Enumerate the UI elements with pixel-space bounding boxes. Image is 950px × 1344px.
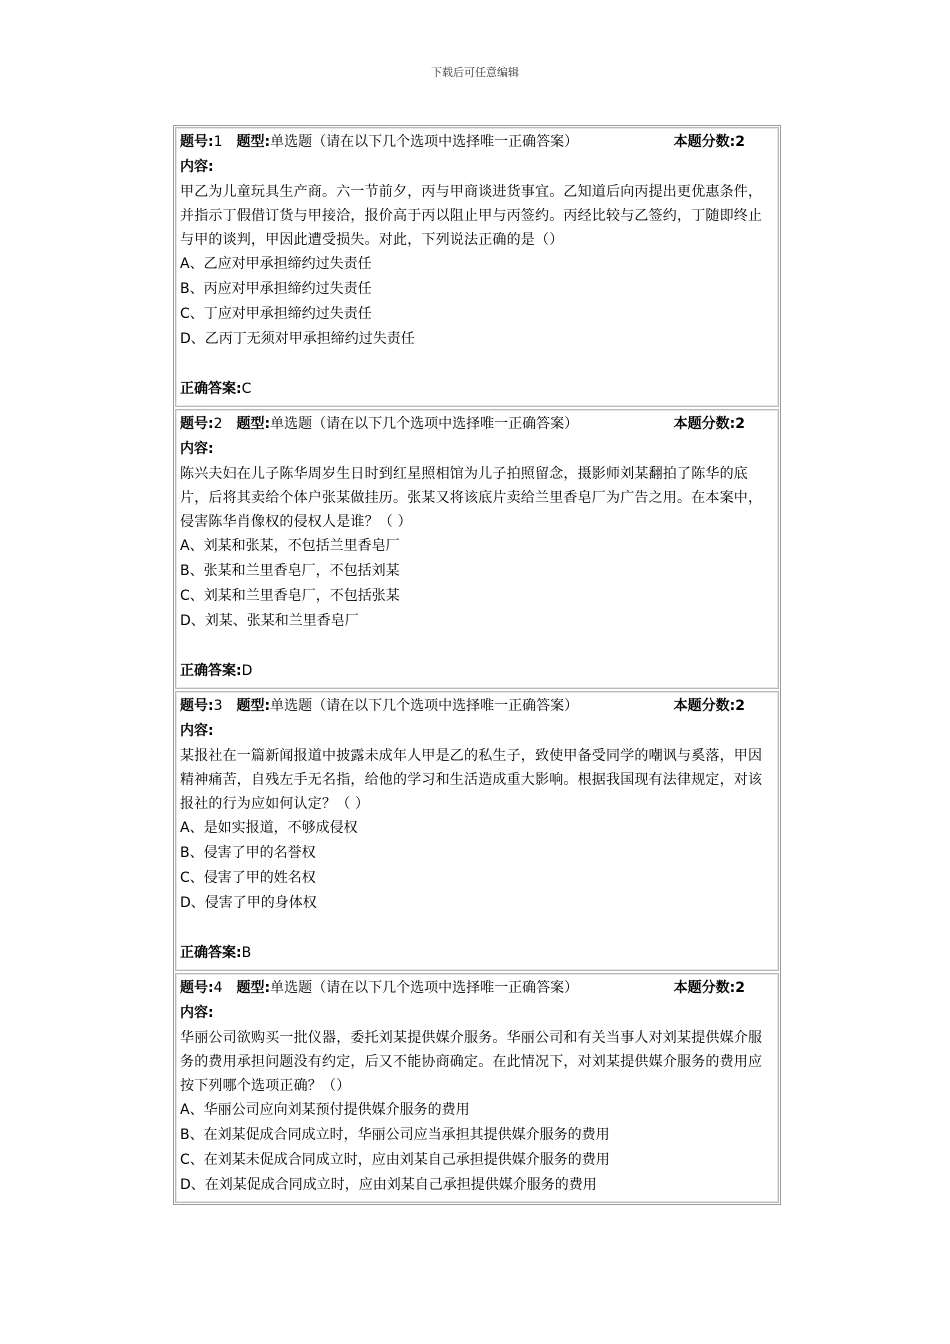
option-b: B、丙应对甲承担缔约过失责任 (180, 281, 372, 297)
question-score-label: 本题分数: (673, 416, 736, 432)
question-block (175, 973, 779, 1203)
correct-answer-value: C (241, 381, 252, 397)
content-label: 内容: (180, 1005, 214, 1021)
correct-answer (180, 941, 774, 966)
question-block (175, 127, 779, 407)
content-label: 内容: (180, 441, 214, 457)
option-a: A、是如实报道，不够成侵权 (180, 820, 358, 836)
question-meta (180, 412, 774, 437)
question-type-label: 题型: (236, 980, 271, 996)
option-d: D、在刘某促成合同成立时，应由刘某自己承担提供媒介服务的费用 (180, 1177, 597, 1193)
option-a: A、华丽公司应向刘某预付提供媒介服务的费用 (180, 1102, 470, 1118)
option-b: B、张某和兰里香皂厂，不包括刘某 (180, 563, 400, 579)
question-number: 3 (213, 698, 223, 714)
correct-answer-label: 正确答案: (180, 663, 242, 679)
option-c: C、丁应对甲承担缔约过失责任 (180, 306, 372, 322)
question-number-label: 题号: (180, 134, 214, 150)
content-label: 内容: (180, 723, 214, 739)
option-d: D、侵害了甲的身体权 (180, 895, 317, 911)
question-score-label: 本题分数: (673, 698, 736, 714)
question-type: 单选题（请在以下几个选项中选择唯一正确答案） (270, 980, 579, 996)
option-c: C、在刘某未促成合同成立时，应由刘某自己承担提供媒介服务的费用 (180, 1152, 610, 1168)
option-a: A、乙应对甲承担缔约过失责任 (180, 256, 372, 272)
question-number-label: 题号: (180, 698, 214, 714)
question-score: 2 (735, 134, 745, 150)
question-number-label: 题号: (180, 416, 214, 432)
question-score: 2 (735, 416, 745, 432)
question-meta (180, 976, 774, 1001)
question-list (173, 125, 781, 1205)
question-type-label: 题型: (236, 698, 271, 714)
option-c: C、刘某和兰里香皂厂，不包括张某 (180, 588, 400, 604)
question-number: 2 (213, 416, 223, 432)
question-score: 2 (735, 980, 745, 996)
question-block (175, 409, 779, 689)
option-d: D、刘某、张某和兰里香皂厂 (180, 613, 359, 629)
option-c: C、侵害了甲的姓名权 (180, 870, 316, 886)
question-stem: 华丽公司欲购买一批仪器，委托刘某提供媒介服务。华丽公司和有关当事人对刘某提供媒介服务的费用承担问题没有约定，后又不能协商确定。在此情况下，对刘某提供媒介服务的费用应按下列哪个选项正确？（） (180, 1030, 763, 1094)
option-d: D、乙丙丁无须对甲承担缔约过失责任 (180, 331, 415, 347)
question-block (175, 691, 779, 971)
question-stem: 甲乙为儿童玩具生产商。六一节前夕，丙与甲商谈进货事宜。乙知道后向丙提出更优惠条件，并指示丁假借订货与甲接洽，报价高于丙以阻止甲与丙签约。丙经比较与乙签约，丁随即终止与甲的谈判，甲因此遭受损失。对此，下列说法正确的是（） (180, 184, 763, 248)
correct-answer-value: B (241, 945, 252, 961)
option-b: B、侵害了甲的名誉权 (180, 845, 316, 861)
question-type: 单选题（请在以下几个选项中选择唯一正确答案） (270, 134, 579, 150)
question-number: 4 (213, 980, 223, 996)
question-score-label: 本题分数: (673, 980, 736, 996)
question-type-label: 题型: (236, 134, 271, 150)
correct-answer-label: 正确答案: (180, 945, 242, 961)
question-number: 1 (213, 134, 223, 150)
correct-answer (180, 659, 774, 684)
option-a: A、刘某和张某，不包括兰里香皂厂 (180, 538, 400, 554)
correct-answer (180, 377, 774, 402)
question-number-label: 题号: (180, 980, 214, 996)
question-stem: 某报社在一篇新闻报道中披露未成年人甲是乙的私生子，致使甲备受同学的嘲讽与奚落，甲因精神痛苦，自残左手无名指，给他的学习和生活造成重大影响。根据我国现有法律规定，对该报社的行为应如何认定？（ ） (180, 748, 763, 812)
question-meta (180, 130, 774, 155)
question-type-label: 题型: (236, 416, 271, 432)
content-label: 内容: (180, 159, 214, 175)
question-score: 2 (735, 698, 745, 714)
option-b: B、在刘某促成合同成立时，华丽公司应当承担其提供媒介服务的费用 (180, 1127, 610, 1143)
question-type: 单选题（请在以下几个选项中选择唯一正确答案） (270, 698, 579, 714)
correct-answer-value: D (241, 663, 253, 679)
correct-answer-label: 正确答案: (180, 381, 242, 397)
page-header: 下载后可任意编辑 (431, 66, 519, 79)
question-meta (180, 694, 774, 719)
question-score-label: 本题分数: (673, 134, 736, 150)
question-stem: 陈兴夫妇在儿子陈华周岁生日时到红星照相馆为儿子拍照留念，摄影师刘某翻拍了陈华的底片，后将其卖给个体户张某做挂历。张某又将该底片卖给兰里香皂厂为广告之用。在本案中，侵害陈华肖像权的侵权人是谁？（ ） (180, 466, 763, 530)
question-type: 单选题（请在以下几个选项中选择唯一正确答案） (270, 416, 579, 432)
